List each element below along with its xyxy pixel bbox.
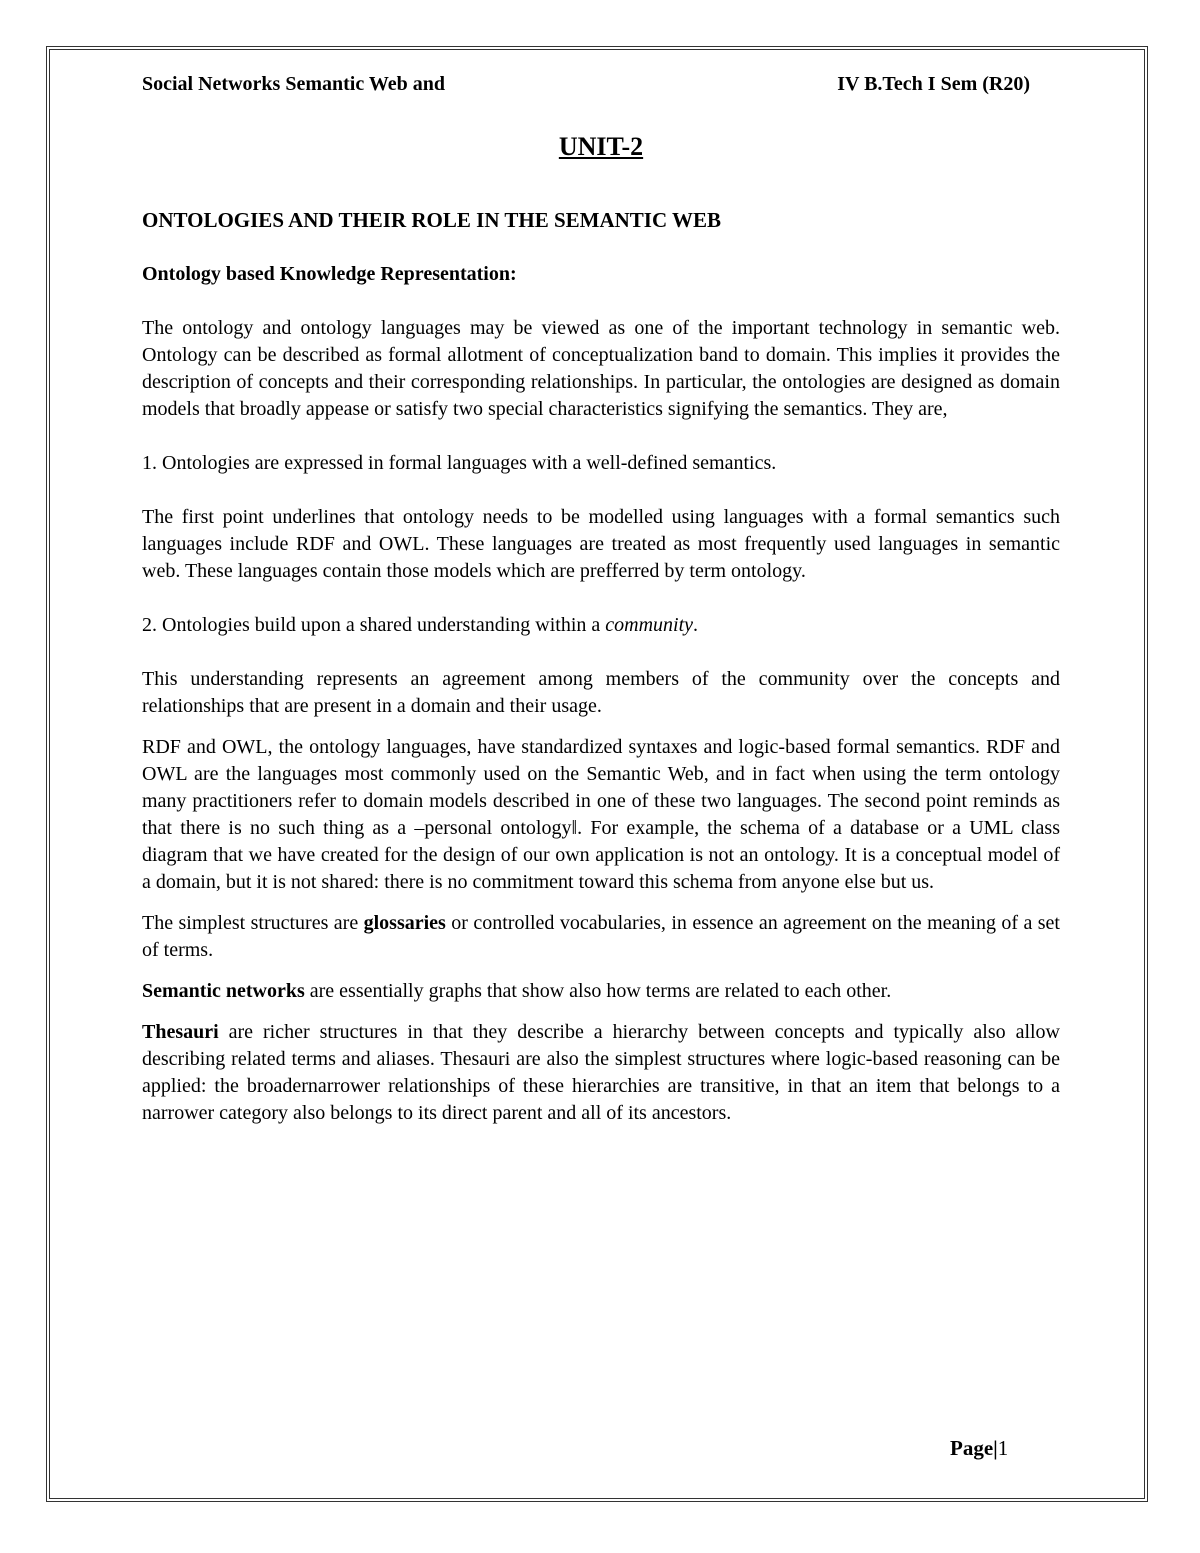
glossaries-lead: The simplest structures are [142, 912, 364, 934]
header-course-title: Social Networks Semantic Web and [142, 73, 445, 95]
paragraph-rdf-owl: RDF and OWL, the ontology languages, have standardized syntaxes and logic-based formal semantics. RDF and OWL are the languages most commonly used on the Semantic Web, and in fact when using the term ontology many practitioners refer to domain models described in one of these two languages. The second point reminds as that there is no such thing as a –personal ontology‖. For example, the schema of a database or a UML class diagram that we have created for the design of our own application is not an ontology. It is a conceptual model of a domain, but it is not shared: there is no commitment toward this schema from anyone else but us. [142, 736, 1060, 893]
section-heading: ONTOLOGIES AND THEIR ROLE IN THE SEMANTIC WEB [142, 208, 722, 232]
document-body [142, 70, 1060, 1127]
paragraph-first-point: The first point underlines that ontology needs to be modelled using languages with a formal semantics such languages include RDF and OWL. These languages are treated as most frequently used languages in semantic web. These languages contain those models which are prefferred by term ontology. [142, 506, 1060, 582]
glossaries-term: glossaries [363, 912, 446, 934]
page-separator: | [993, 1436, 998, 1460]
paragraph-semantic-networks [142, 978, 1060, 1005]
point-two-text: 2. Ontologies build upon a shared understanding within a [142, 614, 606, 636]
paragraph-glossaries [142, 910, 1060, 964]
subheading: Ontology based Knowledge Representation: [142, 263, 517, 285]
header-semester: IV B.Tech I Sem (R20) [837, 73, 1030, 95]
page-label: Page [950, 1436, 994, 1460]
unit-title: UNIT-2 [558, 132, 644, 161]
paragraph-intro: The ontology and ontology languages may be viewed as one of the important technology in semantic web. Ontology can be described as formal allotment of conceptualization band to domain. This implies it provides the description of concepts and their corresponding relationships. In particular, the ontologies are designed as domain models that broadly appease or satisfy two special characteristics signifying the semantics. They are, [142, 317, 1060, 420]
paragraph-understanding: This understanding represents an agreement among members of the community over the concepts and relationships that are present in a domain and their usage. [142, 668, 1060, 717]
point-two [142, 612, 1060, 639]
thesauri-rest: are richer structures in that they describe a hierarchy between concepts and typically also allow describing related terms and aliases. Thesauri are also the simplest structures where logic-based reasoning can be applied: the broadernarrower relationships of these hierarchies are transitive, in that an item that belongs to a narrower category also belongs to its direct parent and all of its ancestors. [142, 1021, 1060, 1124]
point-one: 1. Ontologies are expressed in formal languages with a well-defined semantics. [142, 452, 777, 474]
running-header [142, 70, 1060, 98]
paragraph-thesauri [142, 1019, 1060, 1127]
point-two-italic: community [605, 614, 694, 636]
semantic-networks-term: Semantic networks [142, 980, 305, 1002]
glossaries-rest: or controlled vocabularies, in essence an agreement on the meaning of a set of terms. [142, 912, 1060, 961]
point-two-end: . [693, 614, 699, 636]
semantic-networks-rest: are essentially graphs that show also how terms are related to each other. [304, 980, 892, 1002]
thesauri-term: Thesauri [142, 1021, 219, 1043]
page-number [950, 1434, 1008, 1462]
page-number-value: 1 [997, 1436, 1009, 1460]
